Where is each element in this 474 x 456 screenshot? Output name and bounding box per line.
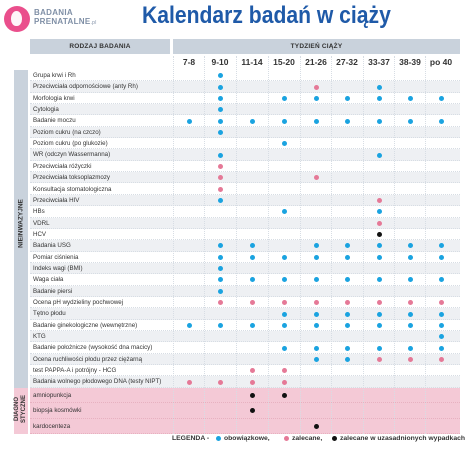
row-label: Ocena pH wydzieliny pochwowej [33, 299, 124, 306]
table-row [30, 184, 460, 195]
mandatory-dot [250, 323, 255, 328]
diagnostic-row [30, 388, 460, 403]
mandatory-dot [345, 277, 350, 282]
recommended-dot [314, 175, 319, 180]
mandatory-dot [408, 277, 413, 282]
table-row [30, 172, 460, 183]
diagnostic-row [30, 403, 460, 418]
mandatory-dot [250, 255, 255, 260]
mandatory-dot [377, 243, 382, 248]
recommended-dot [377, 221, 382, 226]
mandatory-dot [314, 277, 319, 282]
week-header: 9-10 [211, 57, 229, 67]
recommended-dot [218, 164, 223, 169]
mandatory-dot [439, 277, 444, 282]
row-label: Przeciwciała odpornościowe (anty Rh) [33, 83, 138, 91]
recommended-dot [314, 85, 319, 90]
mandatory-dot [345, 96, 350, 101]
mandatory-dot [408, 243, 413, 248]
mandatory-dot [345, 346, 350, 351]
mandatory-dot [250, 277, 255, 282]
week-header: 38-39 [399, 57, 421, 67]
mandatory-dot [408, 119, 413, 124]
mandatory-dot [218, 96, 223, 101]
mandatory-dot [439, 96, 444, 101]
mandatory-dot [250, 119, 255, 124]
recommended-dot [439, 357, 444, 362]
mandatory-dot [439, 243, 444, 248]
recommended-dot [282, 368, 287, 373]
mandatory-dot [218, 289, 223, 294]
table-row [30, 252, 460, 263]
row-label: amniopunkcja [33, 392, 72, 399]
recommended-dot [250, 380, 255, 385]
week-header: po 40 [429, 57, 453, 67]
mandatory-dot [377, 119, 382, 124]
column-divider [173, 56, 174, 434]
table-row [30, 297, 460, 308]
row-label: WR (odczyn Wassermanna) [33, 151, 111, 159]
mandatory-dot [439, 346, 444, 351]
diagnostic-row [30, 419, 460, 434]
row-label: Poziom cukru (po glukozie) [33, 140, 108, 148]
mandatory-dot [218, 323, 223, 328]
legend-dot-recommended [284, 436, 289, 441]
mandatory-dot [345, 243, 350, 248]
mandatory-dot [218, 73, 223, 78]
row-label: Przeciwciała HIV [33, 196, 80, 204]
mandatory-dot [282, 346, 287, 351]
mandatory-dot [218, 198, 223, 203]
recommended-dot [377, 357, 382, 362]
recommended-dot [187, 380, 192, 385]
table-row [30, 229, 460, 240]
row-label: Waga ciała [33, 276, 64, 284]
table-row [30, 149, 460, 160]
recommended-dot [345, 300, 350, 305]
recommended-dot [218, 300, 223, 305]
mandatory-dot [314, 243, 319, 248]
mandatory-dot [345, 357, 350, 362]
mandatory-dot [218, 107, 223, 112]
group-diagnostic-label: DIAGNO STYCZNE [14, 395, 27, 424]
legend-dot-justified [332, 436, 337, 441]
week-header: 33-37 [368, 57, 390, 67]
mandatory-dot [218, 277, 223, 282]
mandatory-dot [187, 323, 192, 328]
table-row [30, 206, 460, 217]
mandatory-dot [218, 85, 223, 90]
logo-line1: BADANIA [34, 8, 73, 17]
table-row [30, 376, 460, 387]
table-row [30, 161, 460, 172]
justified-dot [314, 424, 319, 429]
mandatory-dot [187, 119, 192, 124]
mandatory-dot [377, 346, 382, 351]
mandatory-dot [408, 312, 413, 317]
mandatory-dot [439, 334, 444, 339]
table-row [30, 115, 460, 126]
recommended-dot [250, 300, 255, 305]
row-label: HBs [33, 208, 45, 216]
mandatory-dot [408, 96, 413, 101]
row-label: Cytologia [33, 106, 59, 114]
mandatory-dot [282, 277, 287, 282]
column-divider [300, 56, 301, 434]
legend-item-mandatory [216, 435, 270, 442]
row-label: Badanie położnicze (wysokość dna macicy) [33, 344, 153, 352]
row-label: Przeciwciała toksoplazmozy [33, 174, 111, 182]
mandatory-dot [345, 255, 350, 260]
mandatory-dot [314, 119, 319, 124]
table-row [30, 331, 460, 342]
mandatory-dot [218, 130, 223, 135]
row-label: Badanie moczu [33, 117, 76, 125]
recommended-dot [218, 175, 223, 180]
mandatory-dot [439, 255, 444, 260]
logo-line2 [34, 17, 97, 28]
column-divider [204, 56, 205, 434]
row-label: biopsja kosmówki [33, 407, 82, 415]
mandatory-dot [377, 255, 382, 260]
weeks-column-header: TYDZIEŃ CIĄŻY [173, 39, 460, 54]
row-label: Badania USG [33, 242, 71, 250]
recommended-dot [439, 300, 444, 305]
mandatory-dot [439, 312, 444, 317]
table-row [30, 308, 460, 319]
mandatory-dot [282, 141, 287, 146]
mandatory-dot [314, 255, 319, 260]
column-divider [394, 56, 395, 434]
table-row [30, 195, 460, 206]
mandatory-dot [218, 119, 223, 124]
table-row [30, 104, 460, 115]
legend-dot-mandatory [216, 436, 221, 441]
mandatory-dot [282, 323, 287, 328]
mandatory-dot [408, 323, 413, 328]
row-label: Ocena ruchliwości płodu przez ciężarną [33, 355, 143, 363]
column-divider [268, 56, 269, 434]
justified-dot [250, 393, 255, 398]
table-row [30, 286, 460, 297]
mandatory-dot [282, 255, 287, 260]
mandatory-dot [345, 119, 350, 124]
mandatory-dot [377, 323, 382, 328]
week-header: 11-14 [241, 57, 263, 67]
mandatory-dot [377, 96, 382, 101]
justified-dot [250, 408, 255, 413]
row-label: HCV [33, 230, 47, 238]
mandatory-dot [439, 323, 444, 328]
mandatory-dot [314, 323, 319, 328]
legend-label-justified: zalecane w uzasadnionych wypadkach [340, 435, 466, 442]
row-label: Konsultacja stomatologiczna [33, 185, 112, 193]
column-divider [236, 56, 237, 434]
recommended-dot [377, 198, 382, 203]
mandatory-dot [345, 312, 350, 317]
row-label: Poziom cukru (na czczo) [33, 128, 101, 136]
mandatory-dot [250, 243, 255, 248]
table-row [30, 365, 460, 376]
recommended-dot [377, 300, 382, 305]
mandatory-dot [408, 255, 413, 260]
column-divider [331, 56, 332, 434]
row-label: Badanie piersi [33, 287, 73, 295]
mandatory-dot [377, 277, 382, 282]
table-row [30, 70, 460, 81]
row-label: Badanie ginekologiczne (wewnętrzne) [33, 321, 138, 329]
recommended-dot [250, 368, 255, 373]
mandatory-dot [314, 346, 319, 351]
logo-text [34, 8, 97, 28]
week-header: 15-20 [273, 57, 295, 67]
mandatory-dot [314, 96, 319, 101]
recommended-dot [282, 380, 287, 385]
logo-mother-icon [4, 6, 30, 32]
table-row [30, 81, 460, 92]
legend-label-mandatory: obowiązkowe, [224, 435, 270, 442]
table-row [30, 93, 460, 104]
row-label: Pomiar ciśnienia [33, 253, 79, 261]
legend-item-justified [332, 435, 465, 442]
table-row [30, 274, 460, 285]
recommended-dot [314, 300, 319, 305]
mandatory-dot [282, 209, 287, 214]
mandatory-dot [345, 323, 350, 328]
table-row [30, 263, 460, 274]
recommended-dot [408, 300, 413, 305]
table-row [30, 240, 460, 251]
mandatory-dot [218, 243, 223, 248]
recommended-dot [218, 380, 223, 385]
group-noninvasive-label: NIEINWAZYJNE [17, 199, 25, 248]
recommended-dot [218, 187, 223, 192]
table-row [30, 138, 460, 149]
row-label: Tętno płodu [33, 310, 66, 318]
week-header: 27-32 [336, 57, 358, 67]
page-title: Kalendarz badań w ciąży [142, 2, 391, 29]
table-row [30, 354, 460, 365]
group-noninvasive [14, 70, 28, 388]
column-divider [363, 56, 364, 434]
logo-line2-main: PRENATALNE [34, 17, 91, 26]
exam-column-header: RODZAJ BADANIA [30, 39, 170, 54]
column-divider [425, 56, 426, 434]
mandatory-dot [218, 255, 223, 260]
justified-dot [377, 232, 382, 237]
row-label: Przeciwciała różyczki [33, 162, 92, 170]
mandatory-dot [377, 312, 382, 317]
table-row [30, 342, 460, 353]
group-diagnostic [14, 388, 28, 434]
mandatory-dot [218, 153, 223, 158]
legend-label-recommended: zalecane, [292, 435, 323, 442]
row-label: Morfologia krwi [33, 94, 75, 102]
table-row [30, 320, 460, 331]
row-label: Grupa krwi i Rh [33, 72, 76, 79]
week-header: 7-8 [182, 57, 196, 67]
mandatory-dot [439, 119, 444, 124]
justified-dot [282, 393, 287, 398]
mandatory-dot [377, 209, 382, 214]
logo [4, 4, 114, 40]
row-label: test PAPPA-A i potrójny - HCG [33, 367, 117, 375]
row-label: Badania wolnego płodowego DNA (testy NIPT) [33, 378, 162, 386]
recommended-dot [408, 357, 413, 362]
row-label: VDRL [33, 219, 50, 227]
row-label: Indeks wagi (BMI) [33, 264, 83, 272]
mandatory-dot [314, 357, 319, 362]
row-label: kardocenteza [33, 422, 71, 430]
mandatory-dot [282, 312, 287, 317]
table-row [30, 218, 460, 229]
logo-suffix: .pl [90, 20, 97, 26]
week-header: 21-26 [305, 57, 327, 67]
mandatory-dot [314, 312, 319, 317]
table-row [30, 127, 460, 138]
mandatory-dot [282, 96, 287, 101]
mandatory-dot [408, 346, 413, 351]
mandatory-dot [377, 153, 382, 158]
mandatory-dot [377, 85, 382, 90]
row-label: KTG [33, 333, 46, 341]
legend-title: LEGENDA - [172, 435, 210, 442]
recommended-dot [282, 300, 287, 305]
legend-item-recommended [284, 435, 322, 442]
mandatory-dot [282, 119, 287, 124]
mandatory-dot [218, 266, 223, 271]
